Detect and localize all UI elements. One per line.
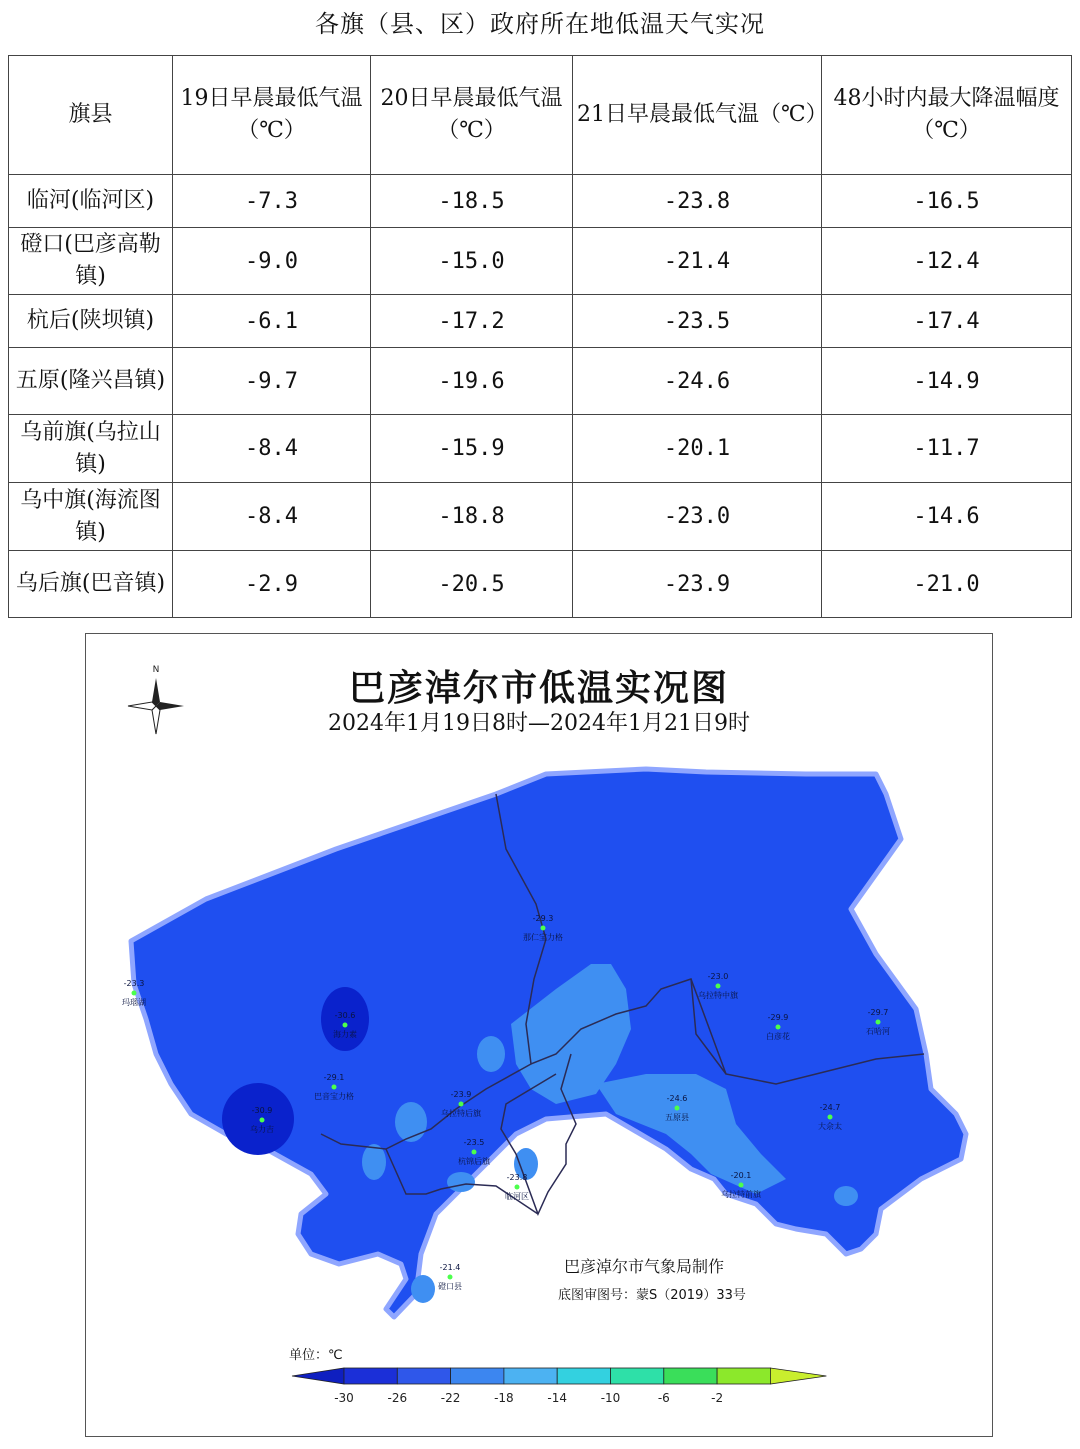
min-temp-21: -23.0: [573, 483, 822, 551]
legend-tick-label: -18: [494, 1391, 514, 1405]
max-temp-drop: -11.7: [822, 415, 1072, 483]
table-row: [9, 228, 1072, 295]
station-name: 白彦花: [766, 1032, 790, 1041]
station-value: -29.7: [867, 1008, 889, 1017]
min-temp-19: -8.4: [173, 483, 371, 551]
max-temp-drop: -14.6: [822, 483, 1072, 551]
min-temp-21: -23.5: [573, 295, 822, 348]
legend-arrow-low: [292, 1368, 344, 1384]
min-temp-20: -19.6: [371, 348, 573, 415]
county-name: 五原(隆兴昌镇): [9, 348, 173, 415]
station-dot: [260, 1118, 265, 1123]
station-dot: [459, 1102, 464, 1107]
page-title: 各旗（县、区）政府所在地低温天气实况: [315, 10, 765, 38]
column-header: 48小时内最大降温幅度（℃）: [822, 56, 1072, 175]
legend-unit: 单位：℃: [289, 1348, 343, 1363]
station-value: -23.0: [707, 972, 729, 981]
legend-tick-label: -10: [600, 1391, 621, 1405]
legend-swatch: [451, 1368, 504, 1384]
legend-tick-label: -30: [334, 1391, 354, 1405]
legend-tick-label: -14: [547, 1391, 568, 1405]
min-temp-19: -6.1: [173, 295, 371, 348]
station-name: 杭锦后旗: [458, 1157, 490, 1166]
station-dot: [739, 1183, 744, 1188]
min-temp-20: -18.8: [371, 483, 573, 551]
station-name: 大佘太: [818, 1122, 842, 1131]
min-temp-20: -17.2: [371, 295, 573, 348]
legend-swatch: [344, 1368, 397, 1384]
column-header: 20日早晨最低气温（℃）: [371, 56, 573, 175]
station-dot: [332, 1085, 337, 1090]
map-subtitle: 2024年1月19日8时—2024年1月21日9时: [328, 711, 750, 736]
station-dot: [132, 991, 137, 996]
max-temp-drop: -12.4: [822, 228, 1072, 295]
min-temp-20: -20.5: [371, 551, 573, 618]
station-name: 乌力吉: [250, 1125, 274, 1134]
legend-swatch: [504, 1368, 557, 1384]
map-review-number: 底图审图号：蒙S（2019）33号: [558, 1288, 746, 1303]
column-header: 旗县: [9, 56, 173, 175]
min-temp-19: -9.7: [173, 348, 371, 415]
county-name: 磴口(巴彦高勒镇): [9, 228, 173, 295]
station-dot: [515, 1185, 520, 1190]
station-value: -29.1: [323, 1073, 345, 1082]
legend-tick-label: -2: [711, 1391, 724, 1405]
table-header-row: [9, 56, 1072, 175]
station-value: -29.3: [532, 914, 554, 923]
max-temp-drop: -16.5: [822, 175, 1072, 228]
map-title: 巴彦淖尔市低温实况图: [348, 668, 729, 709]
station-dot: [716, 984, 721, 989]
station-marker: [438, 1263, 462, 1291]
warm-zone: [395, 1102, 427, 1142]
legend-swatch: [611, 1368, 664, 1384]
cold-zone: [222, 1083, 294, 1155]
county-name: 乌中旗(海流图镇): [9, 483, 173, 551]
legend-tick-label: -22: [440, 1391, 461, 1405]
warm-zone: [834, 1186, 858, 1206]
legend-swatch: [664, 1368, 717, 1384]
county-name: 乌后旗(巴音镇): [9, 551, 173, 618]
station-value: -24.7: [819, 1103, 841, 1112]
station-value: -23.3: [123, 979, 145, 988]
table-row: [9, 551, 1072, 618]
station-value: -23.9: [450, 1090, 472, 1099]
station-value: -23.8: [506, 1173, 528, 1182]
station-value: -30.6: [334, 1011, 356, 1020]
station-name: 巴音宝力格: [314, 1092, 354, 1101]
min-temp-21: -24.6: [573, 348, 822, 415]
station-value: -30.9: [251, 1106, 273, 1115]
legend-tick-label: -6: [657, 1391, 670, 1405]
legend-swatch: [557, 1368, 610, 1384]
table-row: [9, 415, 1072, 483]
station-name: 乌拉特中旗: [698, 991, 738, 1000]
max-temp-drop: -21.0: [822, 551, 1072, 618]
station-dot: [776, 1025, 781, 1030]
station-name: 磴口县: [438, 1282, 462, 1291]
min-temp-20: -15.9: [371, 415, 573, 483]
station-name: 海力素: [333, 1030, 357, 1039]
station-value: -21.4: [439, 1263, 461, 1272]
north-label: N: [152, 665, 160, 675]
warm-zone: [362, 1144, 386, 1180]
station-dot: [448, 1275, 453, 1280]
station-value: -20.1: [730, 1171, 752, 1180]
table-row: [9, 175, 1072, 228]
table-row: [9, 483, 1072, 551]
station-dot: [472, 1150, 477, 1155]
station-name: 临河区: [505, 1192, 529, 1201]
table-row: [9, 295, 1072, 348]
station-dot: [675, 1106, 680, 1111]
map-panel: [85, 633, 993, 1437]
min-temp-20: -18.5: [371, 175, 573, 228]
warm-zone: [411, 1275, 435, 1303]
compass-icon: [128, 665, 184, 734]
legend-swatch: [717, 1368, 770, 1384]
county-name: 临河(临河区): [9, 175, 173, 228]
min-temp-19: -2.9: [173, 551, 371, 618]
legend-swatch: [397, 1368, 450, 1384]
station-name: 玛瑙湖: [122, 998, 146, 1007]
county-name: 杭后(陕坝镇): [9, 295, 173, 348]
station-name: 乌拉特前旗: [721, 1190, 761, 1199]
min-temp-21: -21.4: [573, 228, 822, 295]
column-header: 21日早晨最低气温（℃）: [573, 56, 822, 175]
station-dot: [343, 1023, 348, 1028]
max-temp-drop: -17.4: [822, 295, 1072, 348]
station-marker: [505, 1173, 529, 1201]
warm-zone: [477, 1036, 505, 1072]
county-name: 乌前旗(乌拉山镇): [9, 415, 173, 483]
station-dot: [828, 1115, 833, 1120]
warm-zone: [447, 1172, 475, 1192]
legend-tick-label: -26: [387, 1391, 408, 1405]
min-temp-19: -8.4: [173, 415, 371, 483]
table-row: [9, 348, 1072, 415]
temperature-table: [8, 55, 1072, 618]
station-name: 五原县: [665, 1113, 689, 1122]
min-temp-21: -23.8: [573, 175, 822, 228]
legend: [292, 1368, 826, 1405]
max-temp-drop: -14.9: [822, 348, 1072, 415]
min-temp-21: -20.1: [573, 415, 822, 483]
temperature-map: [86, 634, 992, 1436]
station-name: 石哈河: [866, 1027, 890, 1036]
station-value: -29.9: [767, 1013, 789, 1022]
station-dot: [876, 1020, 881, 1025]
credit-text: 巴彦淖尔市气象局制作: [564, 1257, 725, 1276]
station-name: 乌拉特后旗: [441, 1109, 481, 1118]
min-temp-21: -23.9: [573, 551, 822, 618]
min-temp-19: -7.3: [173, 175, 371, 228]
legend-arrow-high: [770, 1368, 826, 1384]
station-value: -23.5: [463, 1138, 485, 1147]
min-temp-19: -9.0: [173, 228, 371, 295]
station-name: 那仁宝力格: [523, 933, 563, 942]
column-header: 19日早晨最低气温（℃）: [173, 56, 371, 175]
station-value: -24.6: [666, 1094, 688, 1103]
min-temp-20: -15.0: [371, 228, 573, 295]
station-dot: [541, 926, 546, 931]
